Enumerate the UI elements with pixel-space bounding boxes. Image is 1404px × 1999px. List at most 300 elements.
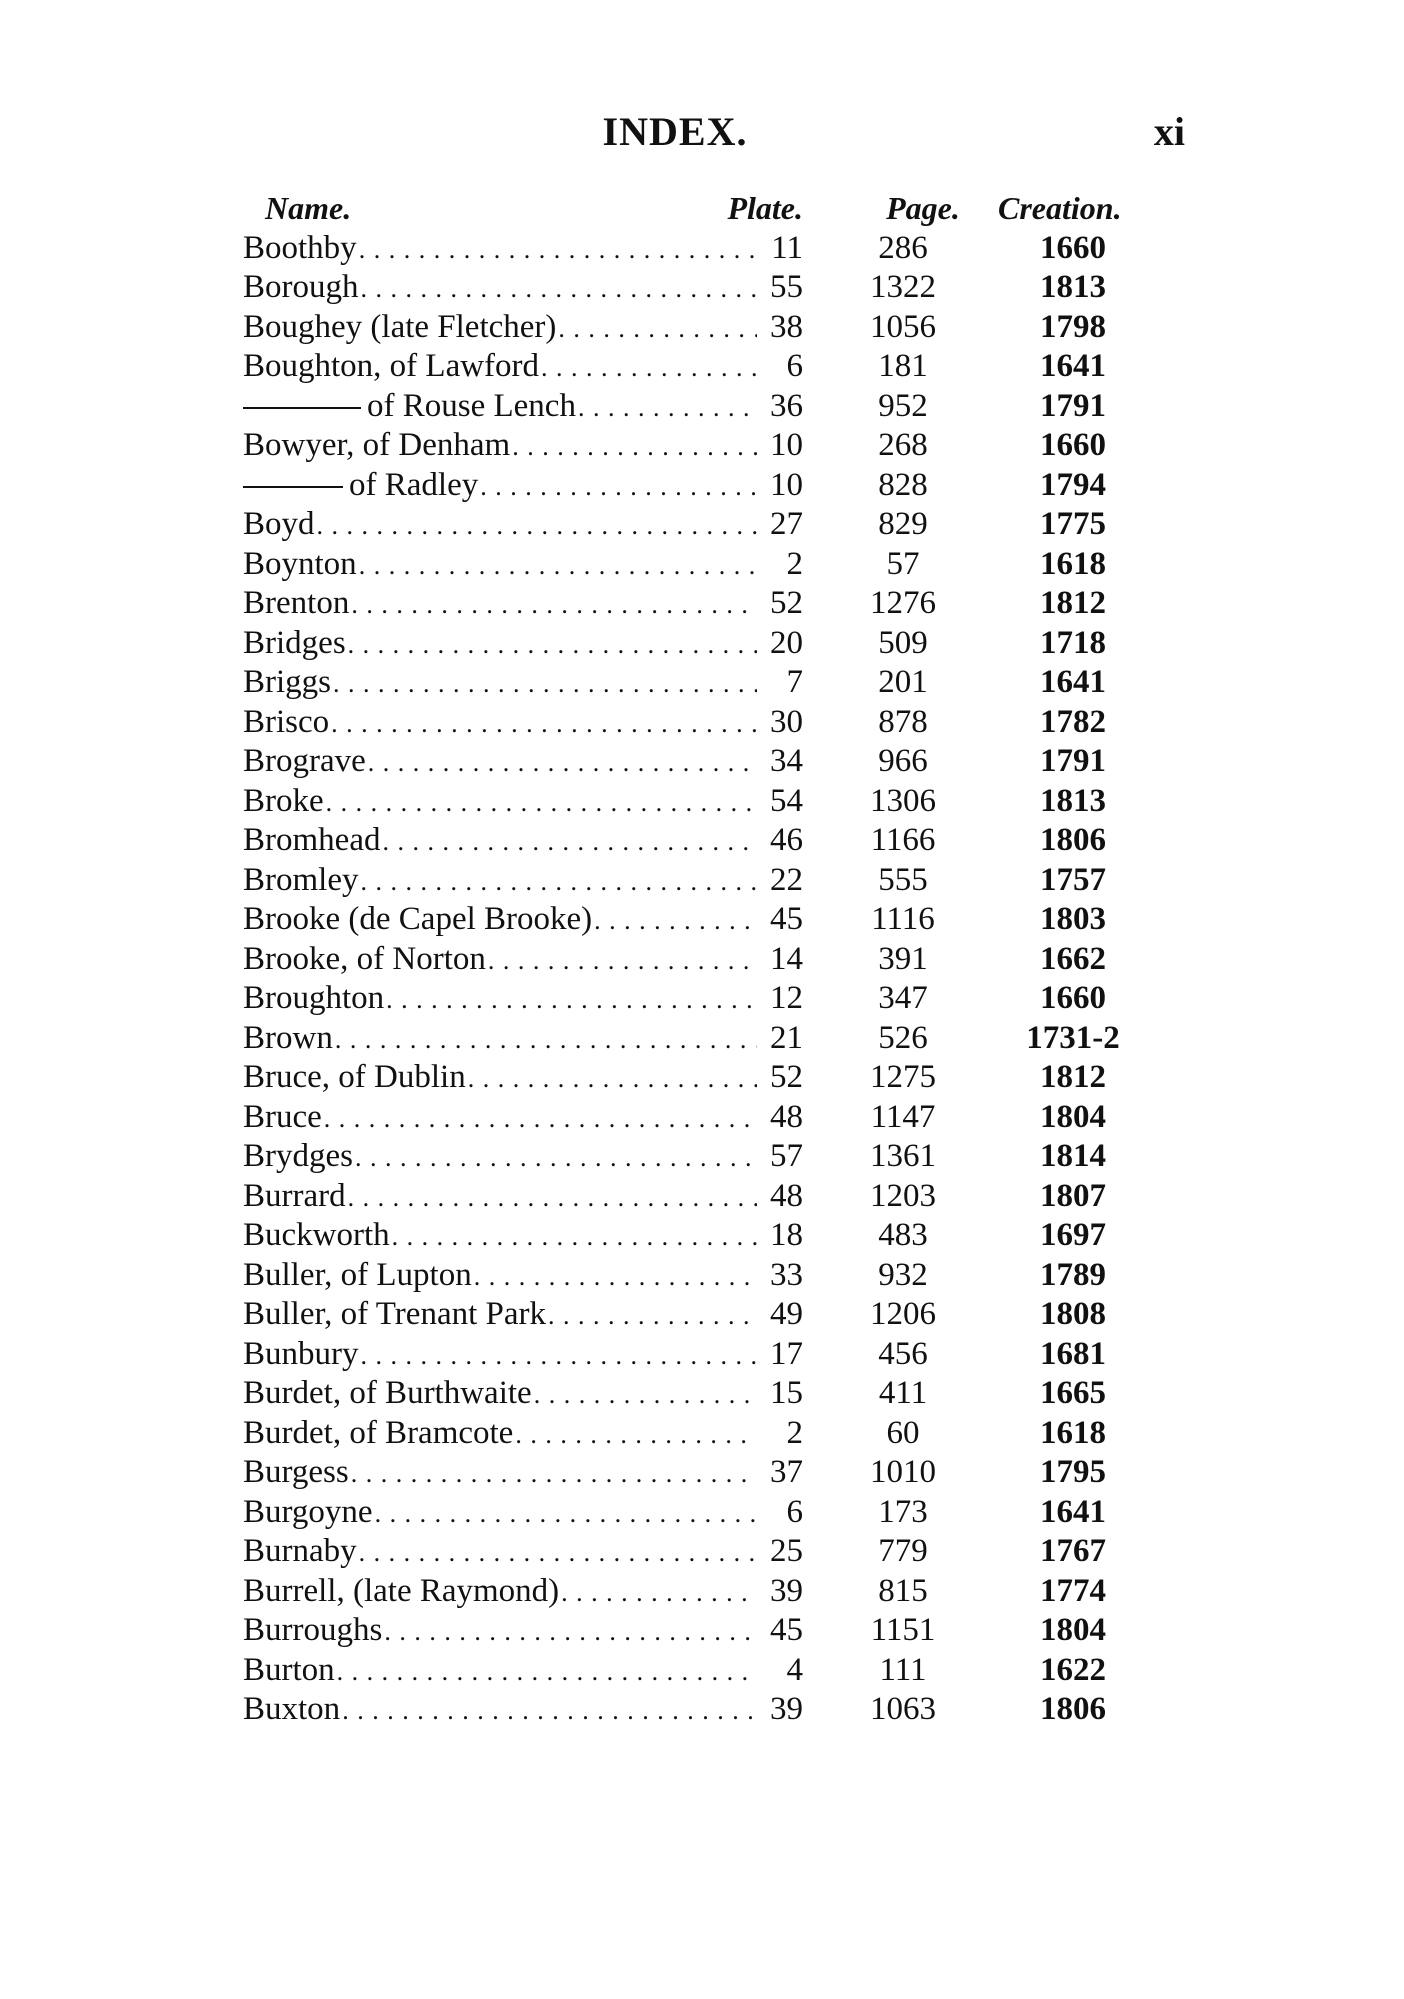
- entry-plate: 14: [770, 940, 803, 977]
- index-row: [243, 1690, 1173, 1730]
- entry-creation: 1794: [1040, 466, 1106, 503]
- entry-name-label: Bromley: [243, 861, 359, 898]
- index-row: [243, 545, 1173, 585]
- entry-name-label: Burroughs: [243, 1612, 383, 1648]
- entry-page: 815: [878, 1572, 928, 1609]
- index-table: [243, 189, 1173, 1730]
- entry-name: [243, 268, 359, 308]
- entry-page: 411: [878, 1375, 928, 1411]
- entry-creation: 1660: [1040, 980, 1106, 1016]
- entry-page: 181: [878, 348, 928, 384]
- entry-name: [243, 979, 384, 1019]
- entry-name: [243, 703, 329, 743]
- dot-leader: [375, 1494, 757, 1534]
- index-row: [243, 1098, 1173, 1138]
- entry-name-cell: [243, 1137, 803, 1178]
- entry-name: [243, 229, 357, 269]
- entry-plate: 21: [770, 1019, 803, 1056]
- entry-creation: 1757: [1040, 861, 1106, 898]
- entry-creation: 1798: [1040, 308, 1106, 345]
- entry-plate: 20: [770, 624, 803, 661]
- dot-leader: [359, 1533, 757, 1573]
- entry-page: 201: [878, 664, 928, 700]
- entry-page: 57: [886, 545, 920, 582]
- entry-name-label: Bromhead: [243, 822, 381, 858]
- entry-name-label: Boughey (late Fletcher): [243, 308, 557, 345]
- entry-creation: 1718: [1040, 624, 1106, 661]
- entry-plate: 6: [786, 1493, 803, 1530]
- entry-page: 1063: [870, 1691, 936, 1727]
- index-row: [243, 387, 1173, 427]
- entry-plate: 22: [770, 861, 803, 898]
- entry-page: 526: [878, 1019, 928, 1056]
- entry-name-label: Brydges: [243, 1138, 353, 1174]
- entry-name-label: Brown: [243, 1019, 333, 1056]
- entry-creation: 1662: [1040, 940, 1106, 977]
- dot-leader: [359, 546, 757, 586]
- dot-leader: [515, 1415, 757, 1455]
- entry-name: [243, 426, 510, 466]
- dot-leader: [359, 230, 757, 270]
- dot-leader: [392, 1217, 757, 1257]
- index-row: [243, 979, 1173, 1019]
- dot-leader: [558, 309, 757, 349]
- entry-name: [243, 545, 357, 585]
- entry-name: [243, 1690, 340, 1730]
- column-header-name-plate: [243, 189, 803, 229]
- entry-plate: 45: [770, 901, 803, 937]
- entry-page: 1306: [870, 782, 936, 819]
- entry-creation: 1774: [1040, 1572, 1106, 1609]
- entry-name-cell: [243, 1532, 803, 1573]
- entry-page: 173: [878, 1493, 928, 1530]
- entry-name-label: Bowyer, of Denham: [243, 427, 511, 463]
- entry-name: [243, 1493, 373, 1533]
- dot-leader: [384, 1612, 757, 1652]
- index-row: [243, 1493, 1173, 1533]
- entry-creation: 1806: [1040, 822, 1106, 858]
- dot-leader: [348, 625, 757, 665]
- entry-page: 555: [878, 861, 928, 898]
- entry-name-label: Boyd: [243, 506, 315, 542]
- entry-name-cell: [243, 1611, 803, 1652]
- entry-name: [243, 1058, 466, 1098]
- entry-plate: 11: [771, 229, 803, 266]
- dot-leader: [474, 1257, 757, 1297]
- entry-name: [243, 1295, 546, 1335]
- dot-leader: [548, 1296, 757, 1336]
- index-row: [243, 663, 1173, 703]
- index-row: [243, 1611, 1173, 1651]
- entry-creation: 1804: [1040, 1098, 1106, 1135]
- entry-plate: 37: [770, 1454, 803, 1490]
- index-row: [243, 466, 1173, 506]
- entry-creation: 1804: [1040, 1612, 1106, 1648]
- entry-creation: 1731-2: [1026, 1019, 1120, 1056]
- entry-creation: 1782: [1040, 703, 1106, 740]
- index-row: [243, 1651, 1173, 1691]
- entry-name: [243, 1572, 559, 1612]
- entry-name-label: Burton: [243, 1651, 335, 1688]
- index-row: [243, 1216, 1173, 1256]
- entry-name: [243, 308, 556, 348]
- entry-name: [243, 387, 576, 427]
- entry-creation: 1665: [1040, 1375, 1106, 1411]
- entry-name: [243, 1137, 353, 1177]
- dot-leader: [348, 1178, 757, 1218]
- entry-name-label: Brisco: [243, 703, 330, 740]
- entry-name: [243, 1216, 390, 1256]
- entry-page: 1147: [870, 1098, 936, 1135]
- index-row: [243, 861, 1173, 901]
- entry-page: 1151: [870, 1612, 936, 1648]
- entry-creation: 1618: [1040, 545, 1106, 582]
- entry-creation: 1807: [1040, 1177, 1106, 1214]
- dot-leader: [317, 506, 757, 546]
- entry-name: [243, 663, 331, 703]
- entry-name: [243, 584, 349, 624]
- entry-name-label: Brograve: [243, 743, 366, 779]
- index-row: [243, 1256, 1173, 1296]
- entry-name-cell: [243, 426, 803, 467]
- entry-plate: 48: [770, 1098, 803, 1135]
- entry-page: 268: [878, 427, 928, 463]
- entry-name-label: Burgoyne: [243, 1493, 373, 1530]
- dot-leader: [578, 388, 757, 428]
- entry-name-label: Bunbury: [243, 1335, 359, 1372]
- dot-leader: [355, 1138, 757, 1178]
- dot-leader: [361, 1336, 758, 1376]
- entry-plate: 4: [786, 1651, 803, 1688]
- entry-name-cell: [243, 229, 803, 270]
- page-title: INDEX.: [602, 109, 748, 154]
- entry-name: [243, 742, 366, 782]
- entry-name-cell: [243, 545, 803, 586]
- entry-name-cell: [243, 308, 803, 349]
- entry-page: 1361: [870, 1138, 936, 1174]
- entry-name-label: Burrell, (late Raymond): [243, 1572, 560, 1609]
- entry-name: [243, 1414, 513, 1454]
- entry-creation: 1813: [1040, 782, 1106, 819]
- entry-name-cell: [243, 347, 803, 388]
- entry-page: 1010: [870, 1454, 936, 1490]
- column-header-plate: Plate.: [727, 190, 803, 226]
- entry-page: 347: [878, 980, 928, 1016]
- column-header-page: Page.: [886, 190, 960, 226]
- entry-name: [243, 1019, 333, 1059]
- entry-name-cell: [243, 979, 803, 1020]
- entry-creation: 1806: [1040, 1691, 1106, 1727]
- index-row: [243, 940, 1173, 980]
- index-row: [243, 703, 1173, 743]
- entry-name-cell: [243, 1216, 803, 1257]
- entry-name-cell: [243, 584, 803, 625]
- entry-name-cell: [243, 742, 803, 783]
- dot-leader: [351, 585, 757, 625]
- entry-creation: 1791: [1040, 743, 1106, 779]
- index-row: [243, 821, 1173, 861]
- entry-plate: 49: [770, 1296, 803, 1332]
- entry-plate: 38: [770, 308, 803, 345]
- index-row: [243, 584, 1173, 624]
- entry-name-cell: [243, 900, 803, 941]
- entry-plate: 48: [770, 1177, 803, 1214]
- entry-plate: 18: [770, 1217, 803, 1253]
- entry-name-label: Briggs: [243, 664, 332, 700]
- dot-leader: [386, 980, 757, 1020]
- entry-name-cell: [243, 940, 803, 981]
- entry-plate: 33: [770, 1256, 803, 1293]
- entry-plate: 12: [770, 980, 803, 1016]
- dot-leader: [512, 427, 757, 467]
- entry-creation: 1618: [1040, 1414, 1106, 1451]
- entry-name-label: Bruce, of Dublin: [243, 1059, 466, 1095]
- index-row: [243, 1177, 1173, 1217]
- entry-name-label: Burrard: [243, 1177, 346, 1214]
- entry-plate: 15: [770, 1375, 803, 1411]
- index-row: [243, 624, 1173, 664]
- entry-name-cell: [243, 1414, 803, 1455]
- entry-name-label: Boynton: [243, 545, 357, 582]
- index-row: [243, 782, 1173, 822]
- entry-creation: 1622: [1040, 1651, 1106, 1688]
- entry-creation: 1814: [1040, 1138, 1106, 1174]
- index-row: [243, 900, 1173, 940]
- index-row: [243, 1295, 1173, 1335]
- entry-plate: 7: [786, 664, 803, 700]
- entry-name: [243, 1098, 322, 1138]
- entry-page: 111: [879, 1651, 927, 1688]
- entry-name-cell: [243, 1295, 803, 1336]
- entry-name-label: Brooke, of Norton: [243, 940, 486, 977]
- entry-plate: 17: [770, 1335, 803, 1372]
- entry-plate: 10: [770, 427, 803, 463]
- dot-leader: [480, 467, 757, 507]
- dot-leader: [337, 1652, 757, 1692]
- entry-plate: 34: [770, 743, 803, 779]
- dot-leader: [534, 1375, 757, 1415]
- entry-plate: 30: [770, 703, 803, 740]
- entry-name-cell: [243, 505, 803, 546]
- entry-name: [243, 1611, 382, 1651]
- dot-leader: [361, 269, 758, 309]
- entry-plate: 2: [786, 1414, 803, 1451]
- entry-name: [243, 624, 346, 664]
- entry-name-label: Borough: [243, 269, 359, 305]
- index-row: [243, 426, 1173, 466]
- dot-leader: [331, 704, 757, 744]
- entry-name-label: Brooke (de Capel Brooke): [243, 901, 593, 937]
- entry-name-cell: [243, 268, 803, 309]
- entry-name-label: Bridges: [243, 624, 346, 661]
- entry-name-cell: [243, 821, 803, 862]
- entry-page: 391: [878, 940, 928, 977]
- entry-page: 779: [878, 1533, 928, 1569]
- entry-creation: 1775: [1040, 506, 1106, 542]
- entry-page: 952: [878, 387, 928, 424]
- entry-name-cell: [243, 1335, 803, 1376]
- entry-plate: 57: [770, 1138, 803, 1174]
- entry-page: 828: [878, 466, 928, 503]
- entry-name-cell: [243, 1058, 803, 1099]
- dot-leader: [351, 1454, 757, 1494]
- index-row: [243, 1414, 1173, 1454]
- entry-name-cell: [243, 466, 803, 507]
- dot-leader: [561, 1573, 757, 1613]
- page-header: [0, 108, 1404, 168]
- entry-name-cell: [243, 1177, 803, 1218]
- index-row: [243, 1137, 1173, 1177]
- index-row: [243, 1058, 1173, 1098]
- entry-plate: 55: [770, 269, 803, 305]
- entry-name: [243, 347, 539, 387]
- entry-name-cell: [243, 1098, 803, 1139]
- entry-creation: 1660: [1040, 427, 1106, 463]
- index-entries: [243, 229, 1173, 1730]
- dot-leader: [594, 901, 757, 941]
- entry-plate: 52: [770, 1059, 803, 1095]
- entry-name-label: Burnaby: [243, 1533, 357, 1569]
- entry-name-cell: [243, 1019, 803, 1060]
- entry-creation: 1812: [1040, 1059, 1106, 1095]
- dot-leader: [368, 743, 757, 783]
- entry-name: [243, 782, 324, 822]
- entry-page: 1322: [870, 269, 936, 305]
- entry-page: 878: [878, 703, 928, 740]
- entry-creation: 1681: [1040, 1335, 1106, 1372]
- index-row: [243, 308, 1173, 348]
- entry-name: [243, 821, 380, 861]
- entry-name-label: Broughton: [243, 980, 385, 1016]
- entry-plate: 2: [786, 545, 803, 582]
- entry-name: [243, 1651, 335, 1691]
- entry-creation: 1813: [1040, 269, 1106, 305]
- entry-name: [243, 900, 592, 940]
- entry-name-cell: [243, 1256, 803, 1297]
- entry-plate: 45: [770, 1612, 803, 1648]
- dot-leader: [342, 1691, 757, 1731]
- entry-creation: 1641: [1040, 1493, 1106, 1530]
- entry-creation: 1795: [1040, 1454, 1106, 1490]
- entry-page: 829: [878, 506, 928, 542]
- entry-name: [243, 1374, 532, 1414]
- dot-leader: [335, 1020, 757, 1060]
- entry-name-cell: [243, 861, 803, 902]
- index-row: [243, 1019, 1173, 1059]
- entry-name-label: Buckworth: [243, 1217, 390, 1253]
- entry-name-label: of Radley: [349, 466, 479, 503]
- entry-name-cell: [243, 387, 803, 428]
- entry-name: [243, 1335, 359, 1375]
- column-header-creation: Creation.: [998, 190, 1122, 226]
- entry-plate: 6: [786, 348, 803, 384]
- entry-page: 509: [878, 624, 928, 661]
- entry-name-label: Burdet, of Burthwaite: [243, 1375, 532, 1411]
- dot-leader: [488, 941, 757, 981]
- entry-page: 456: [878, 1335, 928, 1372]
- entry-plate: 36: [770, 387, 803, 424]
- entry-page: 1276: [870, 585, 936, 621]
- entry-name-label: Boughton, of Lawford: [243, 348, 540, 384]
- entry-name-label: of Rouse Lench: [367, 387, 576, 424]
- entry-name-label: Buller, of Trenant Park: [243, 1296, 546, 1332]
- entry-plate: 46: [770, 822, 803, 858]
- entry-creation: 1789: [1040, 1256, 1106, 1293]
- index-row: [243, 505, 1173, 545]
- dot-leader: [541, 348, 757, 388]
- index-row: [243, 347, 1173, 387]
- entry-creation: 1808: [1040, 1296, 1106, 1332]
- index-row: [243, 1572, 1173, 1612]
- index-row: [243, 1374, 1173, 1414]
- entry-plate: 27: [770, 506, 803, 542]
- entry-name: [243, 861, 358, 901]
- entry-page: 1275: [870, 1059, 936, 1095]
- index-row: [243, 1335, 1173, 1375]
- index-row: [243, 742, 1173, 782]
- dot-leader: [468, 1059, 757, 1099]
- page-number: xi: [1153, 109, 1185, 154]
- entry-name-cell: [243, 1453, 803, 1494]
- ditto-dash: [243, 486, 343, 488]
- entry-creation: 1641: [1040, 664, 1106, 700]
- entry-page: 966: [878, 743, 928, 779]
- entry-name-cell: [243, 624, 803, 665]
- index-row: [243, 268, 1173, 308]
- entry-name-cell: [243, 1690, 803, 1731]
- entry-plate: 52: [770, 585, 803, 621]
- entry-name-label: Boothby: [243, 229, 357, 266]
- entry-name-label: Buller, of Lupton: [243, 1256, 472, 1293]
- entry-name-label: Burdet, of Bramcote: [243, 1414, 514, 1451]
- index-row: [243, 1453, 1173, 1493]
- entry-page: 932: [878, 1256, 928, 1293]
- entry-creation: 1697: [1040, 1217, 1106, 1253]
- entry-creation: 1791: [1040, 387, 1106, 424]
- entry-page: 1056: [870, 308, 936, 345]
- entry-name: [243, 1532, 357, 1572]
- entry-page: 286: [878, 229, 928, 266]
- entry-name: [243, 1453, 349, 1493]
- entry-creation: 1812: [1040, 585, 1106, 621]
- entry-plate: 39: [770, 1691, 803, 1727]
- entry-plate: 25: [770, 1533, 803, 1569]
- entry-page: 1206: [870, 1296, 936, 1332]
- entry-page: 1166: [870, 822, 936, 858]
- dot-leader: [326, 783, 757, 823]
- entry-name: [243, 1177, 346, 1217]
- ditto-dash: [243, 407, 361, 409]
- entry-name-label: Burgess: [243, 1454, 349, 1490]
- entry-name-cell: [243, 1374, 803, 1415]
- entry-page: 60: [886, 1414, 920, 1451]
- entry-creation: 1803: [1040, 901, 1106, 937]
- index-row: [243, 229, 1173, 269]
- entry-name-cell: [243, 1572, 803, 1613]
- entry-name-cell: [243, 663, 803, 704]
- entry-creation: 1660: [1040, 229, 1106, 266]
- entry-creation: 1641: [1040, 348, 1106, 384]
- entry-name-label: Buxton: [243, 1691, 341, 1727]
- entry-page: 483: [878, 1217, 928, 1253]
- entry-creation: 1767: [1040, 1533, 1106, 1569]
- column-header-row: [243, 189, 1173, 229]
- dot-leader: [324, 1099, 757, 1139]
- dot-leader: [382, 822, 757, 862]
- entry-plate: 10: [770, 466, 803, 503]
- dot-leader: [333, 664, 757, 704]
- entry-name-label: Bruce: [243, 1098, 322, 1135]
